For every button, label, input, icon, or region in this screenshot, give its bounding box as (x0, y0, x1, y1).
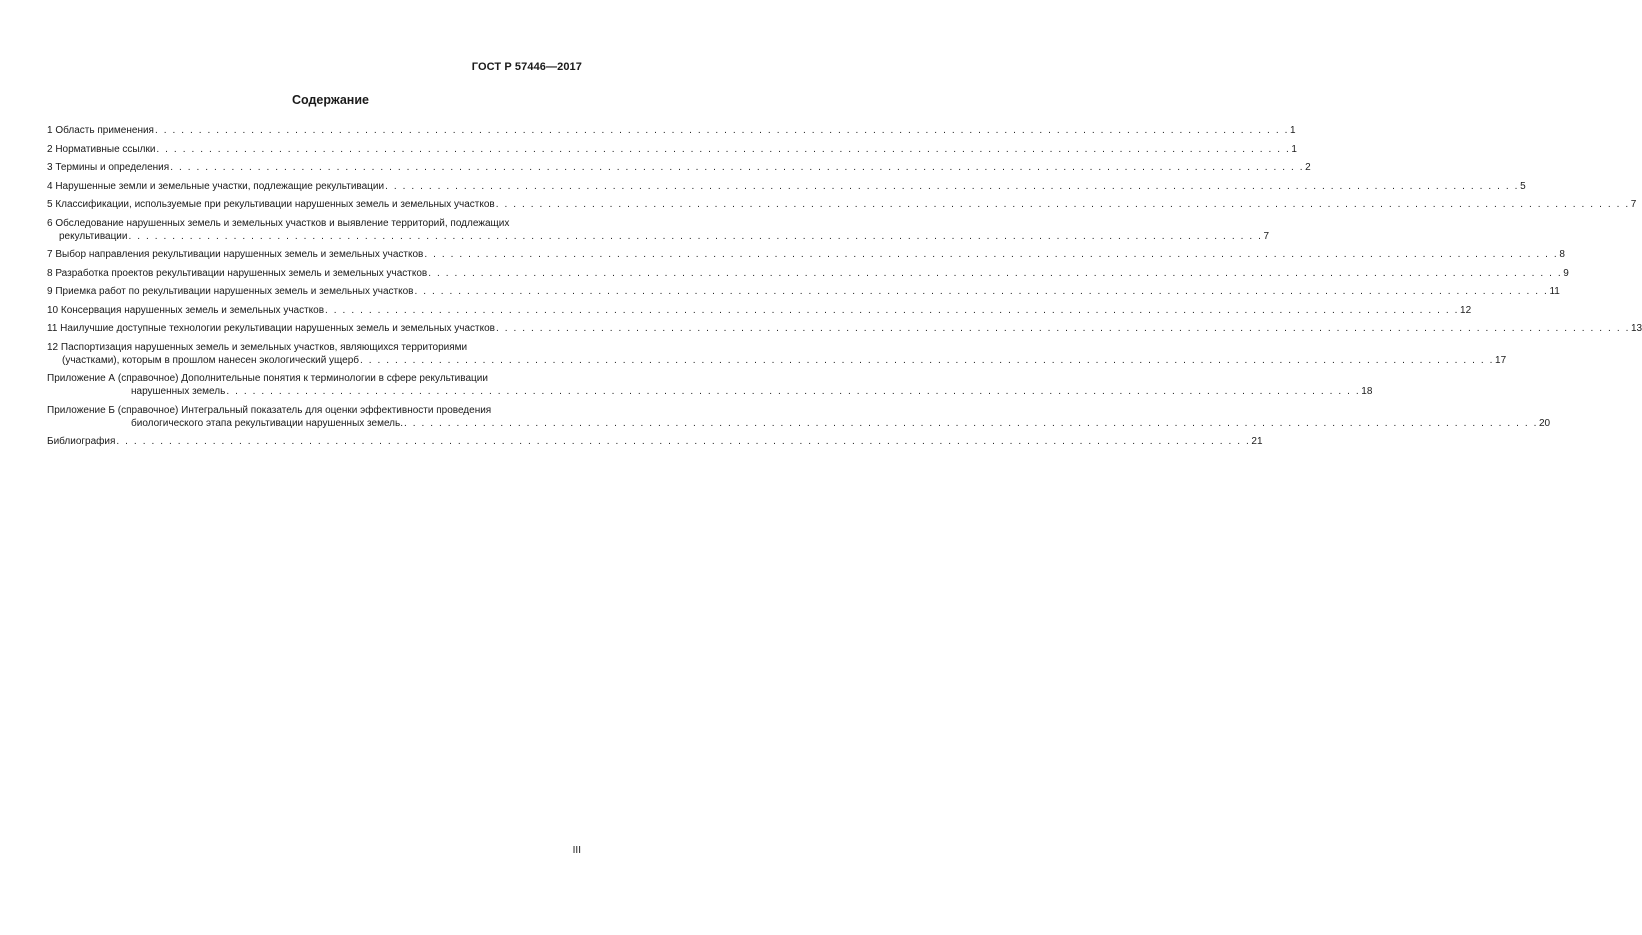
toc-entry-text: 11 Наилучшие доступные технологии рекультивации нарушенных земель и земельных участков (47, 323, 495, 334)
toc-entry-9[interactable] (47, 285, 1560, 298)
toc-entry-text-line1: 12 Паспортизация нарушенных земель и земельных участков, являющихся территориями (47, 341, 468, 353)
dot-leader (226, 385, 1360, 398)
toc-page-number: 8 (1559, 249, 1565, 260)
toc-entry-text: нарушенных земель (131, 386, 226, 397)
toc-page-number: 2 (1305, 162, 1311, 173)
toc-entry-text: 10 Консервация нарушенных земель и земельных участков (47, 304, 325, 316)
page-number: III (572, 845, 581, 856)
dot-leader (325, 304, 1459, 317)
toc-entry-2[interactable] (47, 143, 1297, 156)
toc-entry-text: 3 Термины и определения (47, 162, 170, 173)
dot-leader (414, 285, 1548, 298)
toc-entry-8[interactable] (47, 267, 1569, 280)
toc-page-number: 21 (1251, 436, 1263, 447)
toc-entry-text: 4 Нарушенные земли и земельные участки, подлежащие рекультивации (47, 180, 385, 192)
dot-leader (424, 248, 1558, 261)
toc-entry-appendix-a[interactable] (47, 372, 1373, 398)
toc-entry-text: 2 Нормативные ссылки (47, 143, 156, 155)
dot-leader (360, 354, 1494, 367)
toc-page-number: 7 (1630, 199, 1637, 210)
dot-leader (155, 124, 1289, 137)
dot-leader (496, 198, 1630, 211)
dot-leader (128, 230, 1262, 243)
toc-entry-10[interactable] (47, 304, 1472, 317)
toc-entry-4[interactable] (47, 180, 1526, 193)
toc-entry-11[interactable] (47, 322, 1642, 335)
dot-leader (116, 435, 1250, 448)
toc-page-number: 13 (1630, 323, 1642, 334)
doc-number-header: ГОСТ Р 57446—2017 (471, 61, 582, 73)
toc-page-number: 17 (1495, 354, 1507, 366)
dot-leader (170, 161, 1304, 174)
toc-entry-text: биологического этапа рекультивации нарушенных земель. (131, 417, 404, 429)
toc-entry-text-line1: Приложение Б (справочное) Интегральный показатель для оценки эффективности проведения (47, 404, 492, 416)
toc-entry-6[interactable] (47, 217, 1270, 243)
toc-entry-text: рекультивации (59, 230, 128, 242)
dot-leader (496, 322, 1630, 335)
toc-entry-12[interactable] (47, 341, 1507, 367)
toc-entry-text: Библиография (47, 436, 116, 447)
toc-page-number: 18 (1361, 386, 1373, 397)
toc-entry-bibliography[interactable] (47, 435, 1263, 448)
toc-entry-text: 9 Приемка работ по рекультивации нарушенных земель и земельных участков (47, 286, 414, 297)
toc-entry-7[interactable] (47, 248, 1565, 261)
toc-entry-text: 8 Разработка проектов рекультивации нарушенных земель и земельных участков (47, 267, 428, 279)
toc-entry-3[interactable] (47, 161, 1311, 174)
toc-entry-text-line1: 6 Обследование нарушенных земель и земельных участков и выявление территорий, подлежащих (47, 217, 510, 229)
toc-page-number: 20 (1539, 417, 1551, 429)
dot-leader (428, 267, 1562, 280)
toc-page-number: 7 (1263, 230, 1270, 242)
toc-page-number: 12 (1460, 304, 1472, 316)
dot-leader (156, 143, 1290, 156)
dot-leader (385, 180, 1519, 193)
toc-entry-text: (участками), которым в прошлом нанесен экологический ущерб (62, 354, 360, 366)
toc-page-number: 5 (1520, 180, 1526, 192)
toc-entry-text: 5 Классификации, используемые при рекультивации нарушенных земель и земельных участков (47, 199, 495, 210)
toc-entry-text-line1: Приложение А (справочное) Дополнительные понятия к терминологии в сфере рекультивации (47, 373, 488, 384)
toc-entry-text: 1 Область применения (47, 125, 154, 136)
toc-entry-5[interactable] (47, 198, 1637, 211)
toc-entry-appendix-b[interactable] (47, 404, 1551, 430)
toc-title: Содержание (291, 93, 369, 107)
toc-page-number: 1 (1289, 125, 1296, 136)
dot-leader (404, 417, 1538, 430)
toc-entry-1[interactable] (47, 124, 1296, 137)
toc-page-number: 1 (1291, 143, 1297, 155)
table-of-contents (47, 124, 1642, 454)
toc-entry-text: 7 Выбор направления рекультивации нарушенных земель и земельных участков (47, 249, 424, 260)
toc-page-number: 9 (1563, 267, 1569, 279)
toc-page-number: 11 (1549, 286, 1560, 297)
